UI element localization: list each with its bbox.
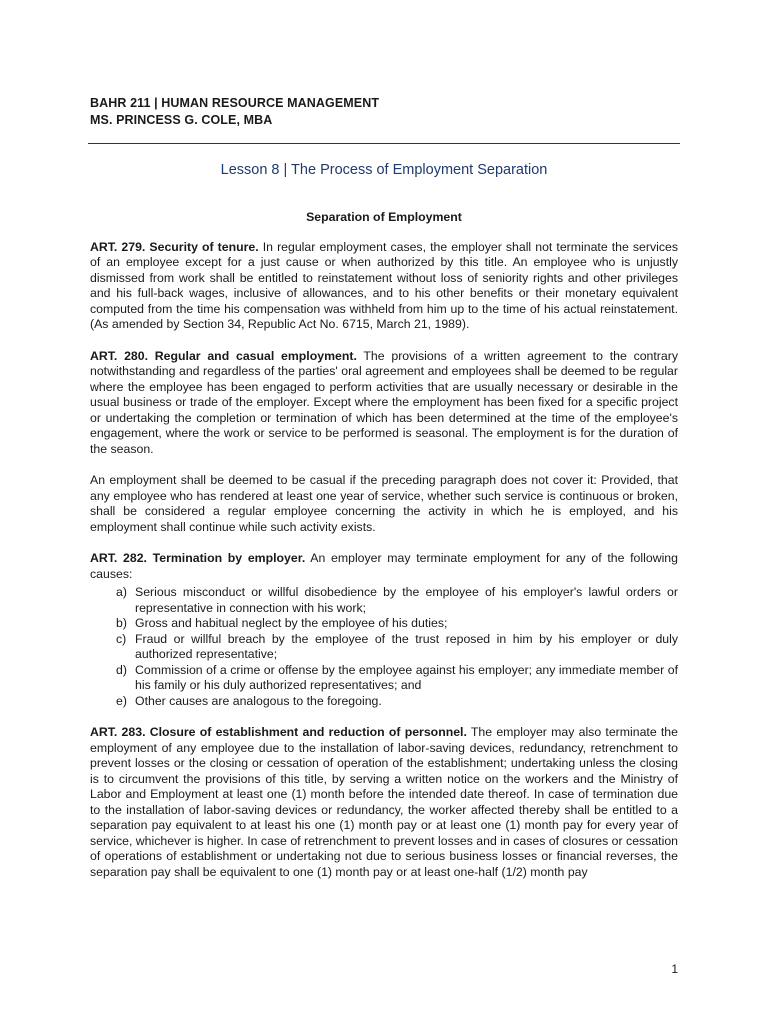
list-marker: c) — [116, 631, 127, 646]
article-280-heading: ART. 280. Regular and casual employment. — [90, 348, 357, 363]
page-number: 1 — [671, 962, 678, 976]
list-item — [116, 616, 678, 632]
article-283 — [90, 725, 678, 880]
article-282 — [90, 551, 678, 582]
article-282-text: An employer may terminate employment for any of the following causes: — [90, 551, 678, 581]
list-item — [116, 632, 678, 663]
list-marker: e) — [116, 693, 127, 708]
list-item-text: Serious misconduct or willful disobedience by the employee of his employer's lawful orders or representative in connection with his work; — [135, 585, 678, 615]
termination-causes-list — [90, 585, 678, 709]
article-280-text: The provisions of a written agreement to the contrary notwithstanding and regardless of the parties' oral agreement and employees shall be deemed to be regular where the employee has been engaged to perform activities that are usually necessary or desirable in the usual business or trade of the employer. Except where the employment has been fixed for a specific project or undertaking the completion or termination of which has been determined at the time of the employee's engagement, where the work or service to be performed is seasonal. The employment is for the duration of the season. — [90, 348, 678, 456]
article-279-text: In regular employment cases, the employer shall not terminate the services of an employee except for a just cause or when authorized by this title. An employee who is unjustly dismissed from work shall be entitled to reinstatement without loss of seniority rights and other privileges and his full-back wages, inclusive of allowances, and to his other benefits or their monetary equivalent computed from the time his compensation was withheld from him up to the time of his actual reinstatement. (As amended by Section 34, Republic Act No. 6715, March 21, 1989). — [90, 239, 678, 331]
list-item-text: Fraud or willful breach by the employee of the trust reposed in him by his employer or duly authorized representative; — [135, 631, 678, 661]
list-marker: a) — [116, 585, 127, 599]
list-item — [116, 694, 678, 710]
section-subtitle: Separation of Employment — [306, 210, 462, 224]
lesson-title: Lesson 8 | The Process of Employment Separation — [220, 162, 548, 178]
article-280 — [90, 349, 678, 458]
list-item-text: Commission of a crime or offense by the employee against his employer; any immediate member of his family or his duly authorized representatives; and — [135, 662, 678, 692]
list-item-text: Gross and habitual neglect by the employee of his duties; — [135, 616, 448, 630]
instructor-name: MS. PRINCESS G. COLE, MBA — [90, 113, 273, 127]
article-282-heading: ART. 282. Termination by employer. — [90, 551, 306, 565]
header-divider — [88, 143, 680, 144]
document-header — [90, 95, 379, 129]
list-marker: b) — [116, 616, 127, 630]
course-title: BAHR 211 | HUMAN RESOURCE MANAGEMENT — [90, 96, 380, 110]
article-283-heading: ART. 283. Closure of establishment and reduction of personnel. — [90, 725, 467, 739]
article-279 — [90, 240, 678, 333]
document-body — [90, 210, 678, 896]
list-item — [116, 585, 678, 616]
article-279-heading: ART. 279. Security of tenure. — [90, 239, 259, 254]
list-item-text: Other causes are analogous to the foregoing. — [135, 693, 382, 708]
article-283-text: The employer may also terminate the employment of any employee due to the installation of labor-saving devices, redundancy, retrenchment to prevent losses or the closing or cessation of operation of the establishment; undertaking unless the closing is to circumvent the provisions of this title, by serving a written notice on the workers and the Ministry of Labor and Employment at least one (1) month before the intended date thereof. In case of termination due to the installation of labor-saving devices or redundancy, the worker affected thereby shall be entitled to a separation pay equivalent to at least his one (1) month pay or at least one (1) month pay for every year of service, whichever is higher. In case of retrenchment to prevent losses and in cases of closures or cessation of operations of establishment or undertaking not due to serious business losses or financial reverses, the separation pay shall be equivalent to one (1) month pay or at least one-half (1/2) month pay — [90, 725, 678, 879]
list-marker: d) — [116, 662, 127, 677]
list-item — [116, 663, 678, 694]
article-280-casual: An employment shall be deemed to be casual if the preceding paragraph does not cover it: Provided, that any employee who has rendered at least one year of service, whether such service is continuous or broken, shall be considered a regular employee concerning the activity in which he is employed, and his employment shall continue while such activity exists. — [90, 473, 678, 534]
